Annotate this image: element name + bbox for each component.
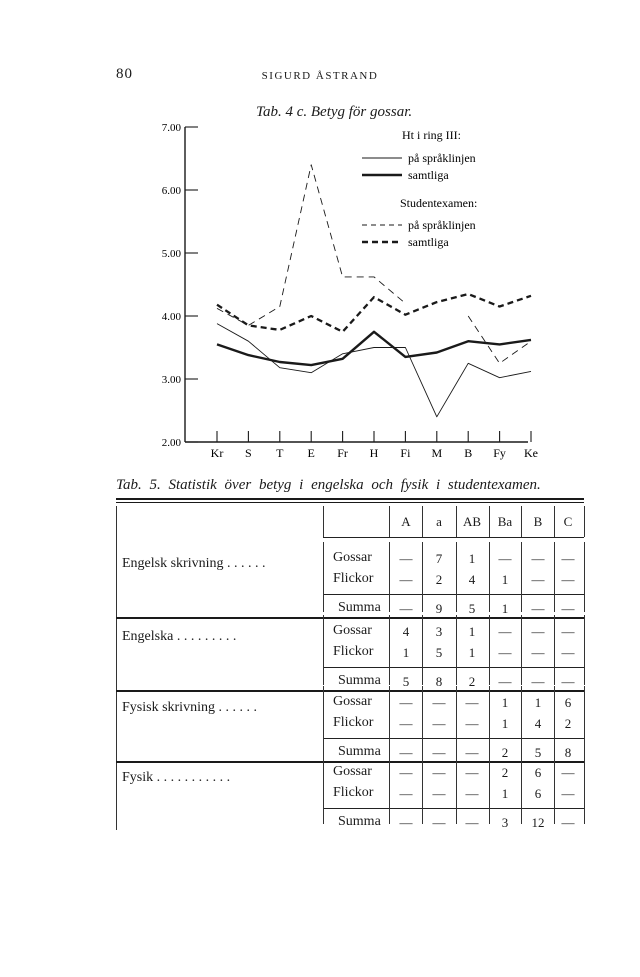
column-divider	[422, 506, 423, 537]
series-line-3	[468, 316, 531, 363]
table-cell: —	[465, 716, 479, 731]
table-cell: —	[498, 624, 512, 639]
table-cell: —	[498, 674, 512, 689]
column-divider	[422, 542, 423, 612]
table-cell: —	[498, 551, 512, 566]
series-line-3	[217, 165, 405, 326]
table-cell: 4	[468, 572, 476, 587]
table-cell: —	[399, 695, 413, 710]
legend-item-4: samtliga	[408, 235, 449, 249]
x-tick-label: Kr	[210, 446, 224, 460]
table-cell: 2	[435, 572, 443, 587]
column-divider	[456, 686, 457, 756]
column-divider	[554, 542, 555, 612]
table-cell: 2	[468, 674, 476, 689]
table-cell: —	[561, 815, 575, 830]
group-rule	[116, 761, 584, 763]
table-cell: —	[531, 601, 545, 616]
page-number: 80	[116, 66, 133, 82]
group-rule	[116, 617, 584, 619]
column-header: B	[533, 514, 543, 529]
row-label: Summa	[338, 600, 381, 615]
x-tick-label: Fi	[400, 446, 411, 460]
y-tick-label: 6.00	[161, 185, 181, 197]
column-divider	[323, 615, 324, 685]
table-cell: —	[465, 695, 479, 710]
table-cell: —	[531, 645, 545, 660]
column-header: Ba	[497, 514, 513, 529]
column-divider	[422, 686, 423, 756]
row-label: Flickor	[333, 715, 374, 730]
table-cell: 1	[468, 551, 476, 566]
x-tick-label: Fy	[493, 446, 506, 460]
column-divider	[489, 615, 490, 685]
y-tick-label: 4.00	[161, 311, 181, 323]
table-cell: —	[432, 745, 446, 760]
table-cell: —	[561, 786, 575, 801]
column-divider	[584, 542, 585, 612]
table-cell: —	[561, 624, 575, 639]
table-top-rule	[116, 498, 584, 500]
table-cell: —	[561, 645, 575, 660]
column-header: a	[436, 514, 442, 529]
column-divider	[389, 506, 390, 537]
table-cell: —	[561, 765, 575, 780]
column-divider	[584, 506, 585, 537]
column-divider	[323, 506, 324, 537]
legend-group2-title: Studentexamen:	[400, 196, 478, 210]
summa-rule	[323, 808, 584, 809]
column-divider	[389, 686, 390, 756]
table-cell: 5	[402, 674, 410, 689]
legend-item-2: samtliga	[408, 168, 449, 182]
table-cell: 1	[468, 645, 476, 660]
column-divider	[489, 542, 490, 612]
table-cell: —	[399, 786, 413, 801]
column-divider	[456, 756, 457, 824]
table-cell: —	[465, 745, 479, 760]
column-divider	[456, 542, 457, 612]
column-divider	[489, 756, 490, 824]
x-tick-label: Fr	[337, 446, 348, 460]
column-header: C	[563, 514, 573, 529]
column-divider	[323, 542, 324, 612]
table-cell: —	[531, 674, 545, 689]
table-cell: —	[432, 716, 446, 731]
series-line-4	[217, 294, 531, 332]
table-cell: 4	[534, 716, 542, 731]
table-cell: —	[465, 815, 479, 830]
table-cell: —	[561, 674, 575, 689]
column-divider	[422, 615, 423, 685]
column-divider	[521, 542, 522, 612]
running-title: SIGURD ÅSTRAND	[261, 70, 379, 82]
table-cell: —	[399, 765, 413, 780]
table-cell: 1	[501, 601, 509, 616]
row-label: Gossar	[333, 623, 372, 638]
column-divider	[521, 756, 522, 824]
group-label: Engelsk skrivning . . . . . .	[122, 556, 266, 571]
column-divider	[584, 756, 585, 824]
table-cell: —	[399, 572, 413, 587]
column-divider	[323, 686, 324, 756]
table-cell: —	[465, 765, 479, 780]
table-cell: 2	[564, 716, 572, 731]
summa-rule	[323, 738, 584, 739]
x-tick-label: H	[369, 446, 379, 460]
legend-group1-title: Ht i ring III:	[402, 128, 461, 142]
column-divider	[554, 506, 555, 537]
y-tick-label: 3.00	[161, 374, 181, 386]
column-divider	[456, 615, 457, 685]
table-cell: 6	[534, 765, 542, 780]
group-label: Fysik . . . . . . . . . . .	[122, 770, 231, 785]
table-cell: —	[399, 815, 413, 830]
column-divider	[389, 542, 390, 612]
chart-title: Tab. 4 c. Betyg för gossar.	[256, 104, 413, 120]
table-cell: 6	[534, 786, 542, 801]
table-cell: —	[561, 572, 575, 587]
table-left-edge	[116, 506, 117, 830]
table-cell: 1	[501, 716, 509, 731]
column-divider	[389, 615, 390, 685]
y-tick-label: 7.00	[161, 122, 181, 134]
column-header: A	[401, 514, 411, 529]
table-cell: —	[465, 786, 479, 801]
chart-legend	[362, 128, 477, 249]
x-tick-label: T	[276, 446, 284, 460]
header-underline	[323, 537, 584, 538]
series-line-1	[217, 324, 531, 417]
table-title: Tab. 5. Statistik över betyg i engelska och fysik i studentexamen.	[116, 477, 541, 493]
row-label: Flickor	[333, 571, 374, 586]
group-label: Engelska . . . . . . . . .	[122, 629, 237, 644]
column-divider	[521, 686, 522, 756]
table-cell: —	[432, 765, 446, 780]
table-cell: 8	[435, 674, 443, 689]
summa-rule	[323, 667, 584, 668]
table-cell: 5	[468, 601, 476, 616]
table-cell: 1	[402, 645, 410, 660]
table-cell: 5	[435, 645, 443, 660]
table-cell: 8	[564, 745, 572, 760]
row-label: Gossar	[333, 550, 372, 565]
x-tick-label: Ke	[524, 446, 538, 460]
table-cell: 2	[501, 745, 509, 760]
table-cell: 1	[468, 624, 476, 639]
summa-rule	[323, 594, 584, 595]
x-tick-label: E	[307, 446, 315, 460]
x-tick-label: S	[245, 446, 252, 460]
table-cell: 4	[402, 624, 410, 639]
table-cell: —	[531, 572, 545, 587]
table-cell: —	[432, 695, 446, 710]
table-cell: 7	[435, 551, 443, 566]
table-cell: —	[432, 815, 446, 830]
table-cell: —	[531, 551, 545, 566]
column-divider	[554, 686, 555, 756]
table-cell: —	[399, 551, 413, 566]
x-tick-label: B	[464, 446, 473, 460]
table-cell: 5	[534, 745, 542, 760]
table-cell: 1	[501, 786, 509, 801]
row-label: Flickor	[333, 644, 374, 659]
line-chart	[0, 0, 640, 470]
table-cell: 3	[435, 624, 443, 639]
group-rule	[116, 690, 584, 692]
row-label: Gossar	[333, 764, 372, 779]
chart-axes	[185, 127, 528, 442]
table-cell: —	[531, 624, 545, 639]
legend-item-3: på språklinjen	[408, 218, 476, 232]
table-cell: —	[561, 601, 575, 616]
table-cell: —	[561, 551, 575, 566]
column-divider	[323, 756, 324, 824]
row-label: Flickor	[333, 785, 374, 800]
column-divider	[389, 756, 390, 824]
x-tick-label: M	[431, 446, 443, 460]
y-tick-label: 2.00	[161, 437, 181, 449]
row-label: Summa	[338, 814, 381, 829]
column-divider	[422, 756, 423, 824]
column-header: AB	[462, 514, 482, 529]
column-divider	[584, 686, 585, 756]
table-cell: 1	[501, 695, 509, 710]
table-cell: —	[399, 716, 413, 731]
chart-ticks	[162, 122, 538, 460]
column-divider	[456, 506, 457, 537]
column-divider	[554, 756, 555, 824]
table-cell: 3	[501, 815, 509, 830]
legend-item-1: på språklinjen	[408, 151, 476, 165]
group-label: Fysisk skrivning . . . . . .	[122, 700, 257, 715]
table-cell: 9	[435, 601, 443, 616]
column-divider	[489, 686, 490, 756]
table-top-rule-thin	[116, 502, 584, 503]
table-cell: —	[432, 786, 446, 801]
column-divider	[521, 615, 522, 685]
table-cell: —	[399, 601, 413, 616]
table-cell: 12	[531, 815, 545, 830]
column-divider	[489, 506, 490, 537]
column-divider	[554, 615, 555, 685]
series-line-2	[217, 332, 531, 365]
table-cell: —	[498, 645, 512, 660]
table-cell: 1	[501, 572, 509, 587]
table-cell: 2	[501, 765, 509, 780]
table-cell: 1	[534, 695, 542, 710]
table-cell: 6	[564, 695, 572, 710]
column-divider	[521, 506, 522, 537]
y-tick-label: 5.00	[161, 248, 181, 260]
row-label: Summa	[338, 744, 381, 759]
row-label: Summa	[338, 673, 381, 688]
row-label: Gossar	[333, 694, 372, 709]
table-cell: —	[399, 745, 413, 760]
column-divider	[584, 615, 585, 685]
chart-series	[217, 165, 531, 417]
